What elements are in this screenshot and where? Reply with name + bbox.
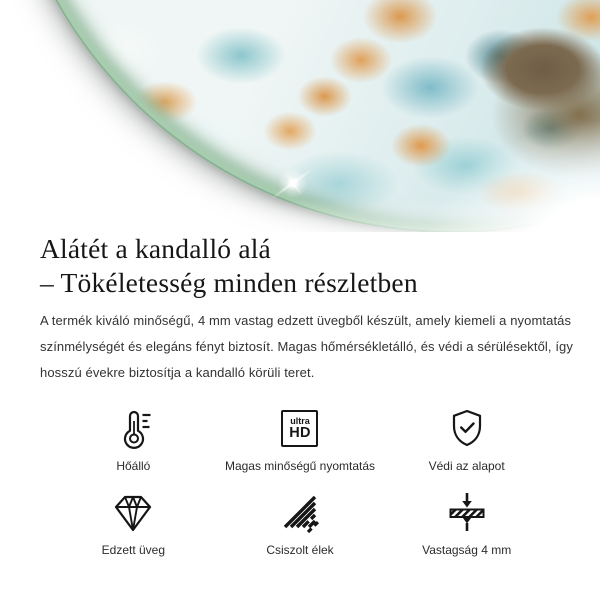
product-content — [0, 232, 600, 557]
thermometer-icon — [50, 405, 217, 451]
ultra-hd-icon — [217, 405, 384, 451]
description-line: hosszú évekre biztosítja a kandalló körüli teret. — [40, 365, 315, 380]
shield-check-icon — [383, 405, 550, 451]
product-image — [0, 0, 600, 232]
feature-label: Hőálló — [116, 459, 151, 473]
ultra-hd-badge-bottom-text: HD — [289, 424, 311, 441]
feature-label: Edzett üveg — [101, 543, 166, 557]
features-grid — [50, 405, 550, 557]
feature-high-quality-print — [217, 405, 384, 473]
feature-tempered-glass — [50, 489, 217, 557]
feature-polished-edges — [217, 489, 384, 557]
ultra-hd-badge — [281, 410, 318, 447]
title-line-2: – Tökéletesség minden részletben — [40, 267, 418, 298]
thickness-icon — [383, 489, 550, 535]
product-description — [40, 308, 573, 386]
title-line-1: Alátét a kandalló alá — [40, 233, 271, 264]
feature-label: Magas minőségű nyomtatás — [224, 459, 376, 473]
feature-label: Vastagság 4 mm — [422, 543, 512, 557]
description-line: A termék kiváló minőségű, 4 mm vastag edzett üvegből készült, amely kiemeli a nyomtatás — [40, 313, 572, 328]
page-title — [40, 232, 560, 300]
description-line: színmélységét és elegáns fényt biztosít. Magas hőmérsékletálló, és védi a sérülésektől, így — [40, 339, 573, 354]
diamond-icon — [50, 489, 217, 535]
feature-thickness — [383, 489, 550, 557]
feature-label: Védi az alapot — [428, 459, 505, 473]
ultra-hd-badge-top-text: ultra — [290, 415, 310, 426]
feature-label: Csiszolt élek — [266, 543, 334, 557]
feature-heat-resistant — [50, 405, 217, 473]
feature-protects-base — [383, 405, 550, 473]
polished-edges-icon — [217, 489, 384, 535]
